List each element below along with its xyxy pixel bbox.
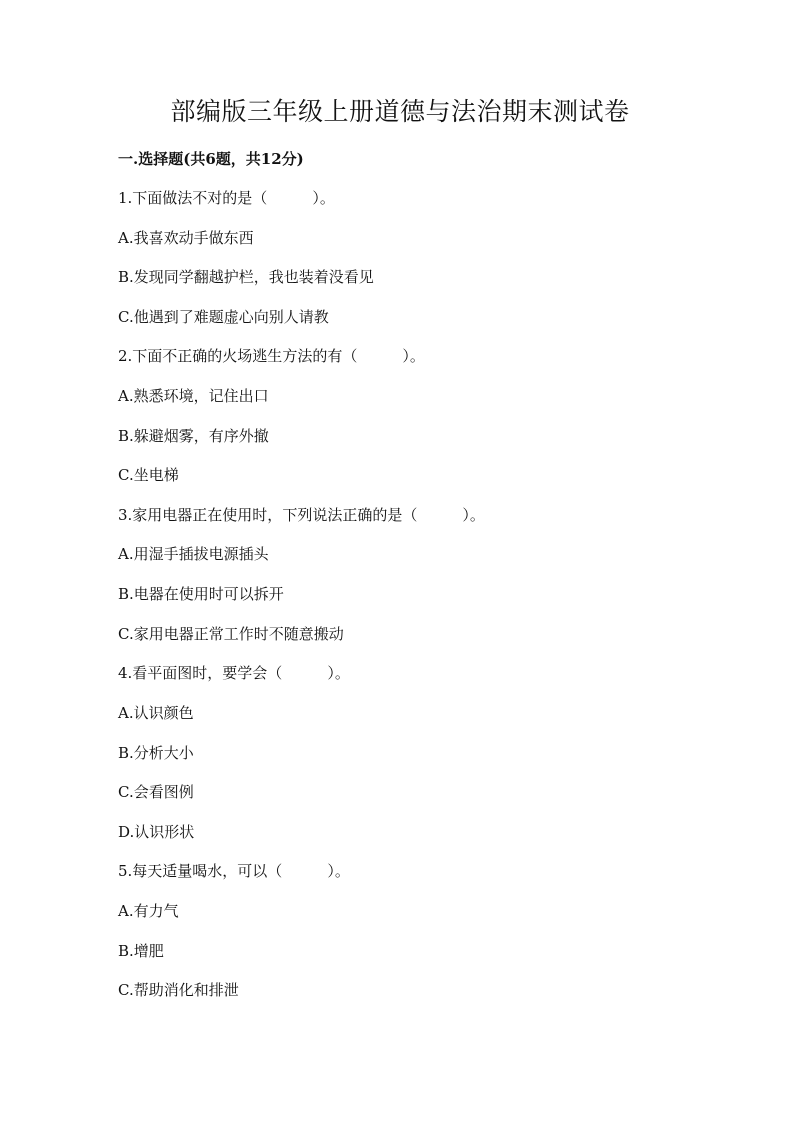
question-4-option-a: A.认识颜色 bbox=[118, 704, 194, 722]
question-3-stem: 3.家用电器正在使用时，下列说法正确的是（ ）。 bbox=[118, 506, 485, 524]
question-2-option-b: B.躲避烟雾，有序外撤 bbox=[118, 427, 269, 445]
question-5-option-a: A.有力气 bbox=[118, 902, 179, 920]
question-1-option-c: C.他遇到了难题虚心向别人请教 bbox=[118, 308, 329, 326]
question-2-stem: 2.下面不正确的火场逃生方法的有（ ）。 bbox=[118, 347, 425, 365]
question-2-option-c: C.坐电梯 bbox=[118, 466, 179, 484]
question-5-option-c: C.帮助消化和排泄 bbox=[118, 981, 239, 999]
question-1-stem: 1.下面做法不对的是（ ）。 bbox=[118, 189, 335, 207]
question-3-option-c: C.家用电器正常工作时不随意搬动 bbox=[118, 625, 344, 643]
question-4-option-b: B.分析大小 bbox=[118, 744, 194, 762]
section-heading: 一.选择题(共6题，共12分) bbox=[118, 150, 304, 168]
question-1-option-b: B.发现同学翻越护栏，我也装着没看见 bbox=[118, 268, 374, 286]
question-4-stem: 4.看平面图时，要学会（ ）。 bbox=[118, 664, 350, 682]
question-4-option-c: C.会看图例 bbox=[118, 783, 194, 801]
question-1-option-a: A.我喜欢动手做东西 bbox=[118, 229, 254, 247]
question-3-option-b: B.电器在使用时可以拆开 bbox=[118, 585, 284, 603]
page-title: 部编版三年级上册道德与法治期末测试卷 bbox=[170, 97, 630, 126]
question-2-option-a: A.熟悉环境，记住出口 bbox=[118, 387, 269, 405]
question-5-option-b: B.增肥 bbox=[118, 942, 164, 960]
question-4-option-d: D.认识形状 bbox=[118, 823, 195, 841]
question-5-stem: 5.每天适量喝水，可以（ ）。 bbox=[118, 862, 350, 880]
question-3-option-a: A.用湿手插拔电源插头 bbox=[118, 545, 269, 563]
